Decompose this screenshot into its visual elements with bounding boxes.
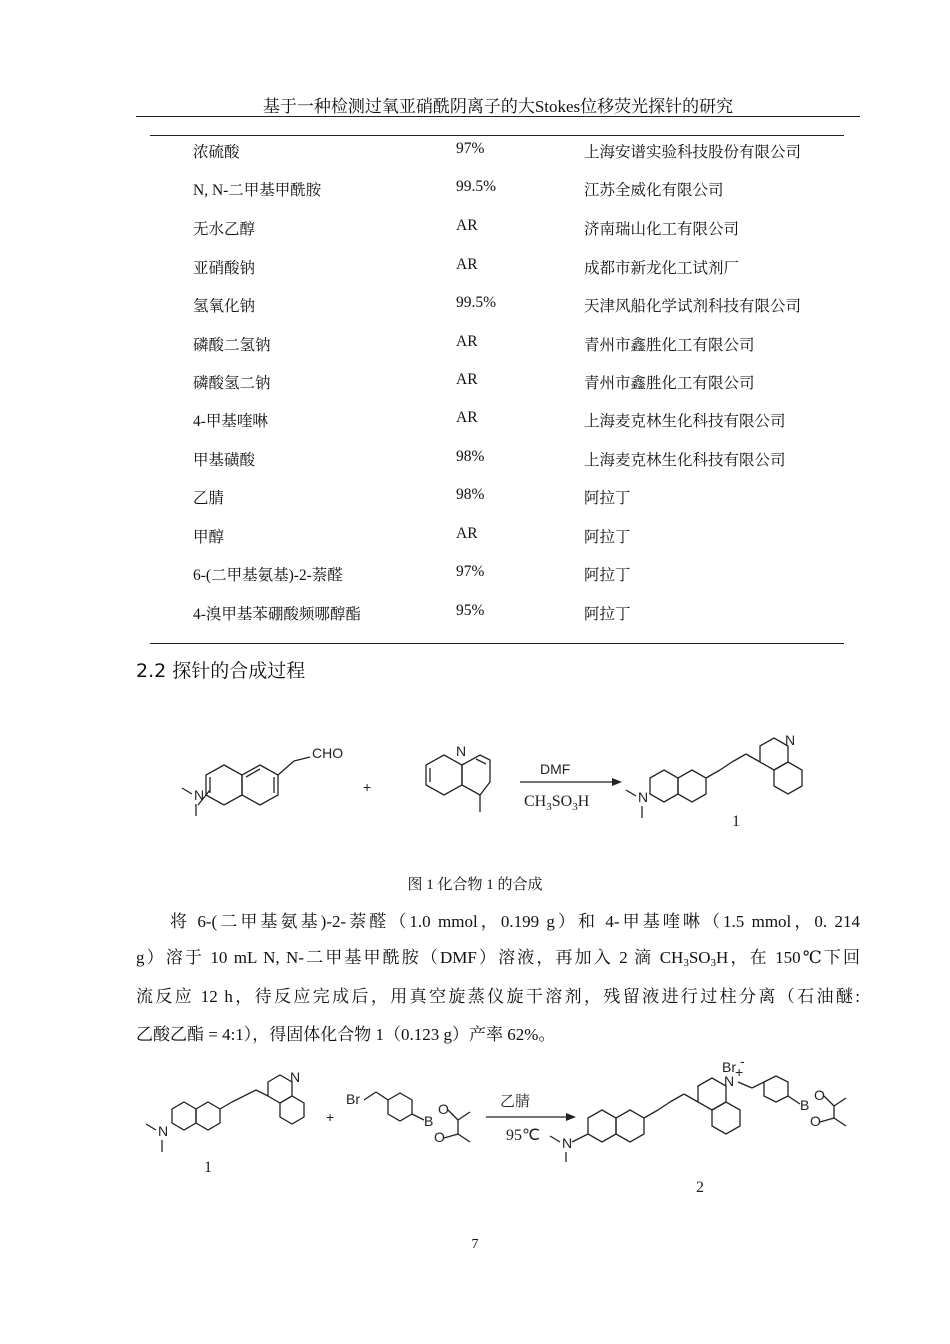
reagent-purity: AR xyxy=(456,333,478,350)
reagent-name: 氢氧化钠 xyxy=(193,298,256,315)
reagent-name: N, N-二甲基甲酰胺 xyxy=(193,182,322,199)
reagent-dmf: DMF xyxy=(540,761,571,777)
compound-1-label: 1 xyxy=(732,813,740,830)
reagent-name: 乙腈 xyxy=(193,490,225,507)
paragraph-line: 乙酸乙酯 = 4:1），得固体化合物 1（0.123 g）产率 62%。 xyxy=(136,1025,556,1044)
oxygen-label: O xyxy=(814,1087,825,1103)
reagent-name: 无水乙醇 xyxy=(193,221,256,238)
plus-sign: + xyxy=(363,779,372,795)
methylquinoline-structure xyxy=(426,743,490,812)
reagent-purity: AR xyxy=(456,409,478,426)
amine-n-label: N xyxy=(194,787,205,803)
reagent-ch3so3h: $CH_3SO_3H$ xyxy=(524,793,590,813)
synthesis-scheme-1 xyxy=(180,730,820,840)
boron-label: B xyxy=(424,1113,434,1129)
reagent-supplier: 成都市新龙化工试剂厂 xyxy=(584,260,740,277)
section-heading: 2.2 探针的合成过程 xyxy=(136,660,306,682)
table-row xyxy=(150,217,844,241)
header-rule xyxy=(136,116,860,117)
compound1-quinoline-n: N xyxy=(785,732,796,748)
reagent-name: 甲醇 xyxy=(193,529,225,546)
reagent-purity: 99.5% xyxy=(456,294,497,311)
reagent-name: 磷酸氢二钠 xyxy=(193,375,271,392)
table-top-rule xyxy=(150,135,844,136)
compound-2-label: 2 xyxy=(696,1179,704,1196)
compound1-amine-n: N xyxy=(638,789,649,805)
table-row xyxy=(150,333,844,357)
table-bottom-rule xyxy=(150,643,844,644)
reagent-supplier: 阿拉丁 xyxy=(584,606,631,623)
reagent-purity: AR xyxy=(456,525,478,542)
table-row xyxy=(150,563,844,587)
table-row xyxy=(150,371,844,395)
reagent-name: 甲基磺酸 xyxy=(193,452,256,469)
table-row xyxy=(150,525,844,549)
synthesis-scheme-2 xyxy=(140,1053,870,1200)
bromomethylphenylboronate-structure xyxy=(346,1091,470,1145)
table-row xyxy=(150,448,844,472)
reagent-supplier: 阿拉丁 xyxy=(584,567,631,584)
aminonaphthaldehyde-structure xyxy=(182,745,343,816)
boron-label: B xyxy=(800,1097,810,1113)
reagent-purity: AR xyxy=(456,256,478,273)
bromine-label: Br xyxy=(346,1091,360,1107)
reagent-supplier: 阿拉丁 xyxy=(584,529,631,546)
table-row xyxy=(150,486,844,510)
aldehyde-label: CHO xyxy=(312,745,344,761)
plus-sign: + xyxy=(326,1109,335,1125)
figure-caption: 图 1 化合物 1 的合成 xyxy=(407,877,543,893)
reaction-arrow-1 xyxy=(520,761,622,813)
table-row xyxy=(150,409,844,433)
reagent-name: 6-(二甲基氨基)-2-萘醛 xyxy=(193,567,343,584)
counterion-charge: - xyxy=(740,1053,745,1069)
reagent-supplier: 天津风船化学试剂科技有限公司 xyxy=(584,298,802,315)
reagent-supplier: 阿拉丁 xyxy=(584,490,631,507)
reagent-supplier: 青州市鑫胜化工有限公司 xyxy=(584,375,755,392)
reagent-purity: 98% xyxy=(456,486,485,503)
table-row xyxy=(150,178,844,202)
reaction-temperature: 95℃ xyxy=(506,1127,540,1144)
quinoline-n-label: N xyxy=(456,743,467,759)
reagent-acetonitrile: 乙腈 xyxy=(500,1092,531,1110)
reagent-purity: 98% xyxy=(456,448,485,465)
compound-1-label: 1 xyxy=(204,1159,212,1176)
table-row xyxy=(150,140,844,164)
reagent-supplier: 上海麦克林生化科技有限公司 xyxy=(584,452,786,469)
reagent-supplier: 上海安谱实验科技股份有限公司 xyxy=(584,144,802,161)
oxygen-label: O xyxy=(438,1101,449,1117)
compound2-amine-n: N xyxy=(562,1135,573,1151)
reagent-name: 4-甲基喹啉 xyxy=(193,413,268,430)
reagent-name: 4-溴甲基苯硼酸频哪醇酯 xyxy=(193,606,361,623)
page-number: 7 xyxy=(471,1237,479,1252)
n-positive-charge: + xyxy=(735,1064,744,1080)
reagent-supplier: 上海麦克林生化科技有限公司 xyxy=(584,413,786,430)
running-header: 基于一种检测过氧亚硝酰阴离子的大Stokes位移荧光探针的研究 xyxy=(262,97,734,116)
table-row xyxy=(150,256,844,280)
reagent-supplier: 江苏全威化有限公司 xyxy=(584,182,724,199)
reagent-purity: 99.5% xyxy=(456,178,497,195)
counterion-br: Br xyxy=(722,1059,736,1075)
compound-2-structure xyxy=(550,1053,846,1196)
reagent-name: 亚硝酸钠 xyxy=(193,260,256,277)
oxygen-label: O xyxy=(810,1113,821,1129)
reagent-purity: AR xyxy=(456,217,478,234)
reagent-purity: AR xyxy=(456,371,478,388)
table-row xyxy=(150,602,844,626)
compound-1-structure xyxy=(626,732,802,830)
reagent-purity: 97% xyxy=(456,563,485,580)
table-row xyxy=(150,294,844,318)
paragraph-line: 将 6-(二甲基氨基)-2-萘醛（1.0 mmol，0.199 g）和 4-甲基喹啉（1.5 mmol，0. 214 xyxy=(170,912,860,931)
reagent-name: 磷酸二氢钠 xyxy=(193,337,271,354)
compound2-quinolinium-n: N xyxy=(724,1073,735,1089)
paragraph-line: 流反应 12 h，待反应完成后，用真空旋蒸仪旋干溶剂，残留液进行过柱分离（石油醚: xyxy=(136,987,860,1006)
reactant-quinoline-n: N xyxy=(290,1069,301,1085)
reagent-purity: 97% xyxy=(456,140,485,157)
paragraph-line: g）溶于 10 mL N, N-二甲基甲酰胺（DMF）溶液，再加入 2 滴 $CH_3SO_3H$，在 150℃下回 xyxy=(136,948,861,969)
oxygen-label: O xyxy=(434,1129,445,1145)
compound-1-reactant xyxy=(146,1069,304,1176)
reagent-name: 浓硫酸 xyxy=(193,144,240,161)
reactant-amine-n: N xyxy=(158,1123,169,1139)
reagent-purity: 95% xyxy=(456,602,485,619)
reagent-supplier: 济南瑞山化工有限公司 xyxy=(584,221,740,238)
reagent-supplier: 青州市鑫胜化工有限公司 xyxy=(584,337,755,354)
